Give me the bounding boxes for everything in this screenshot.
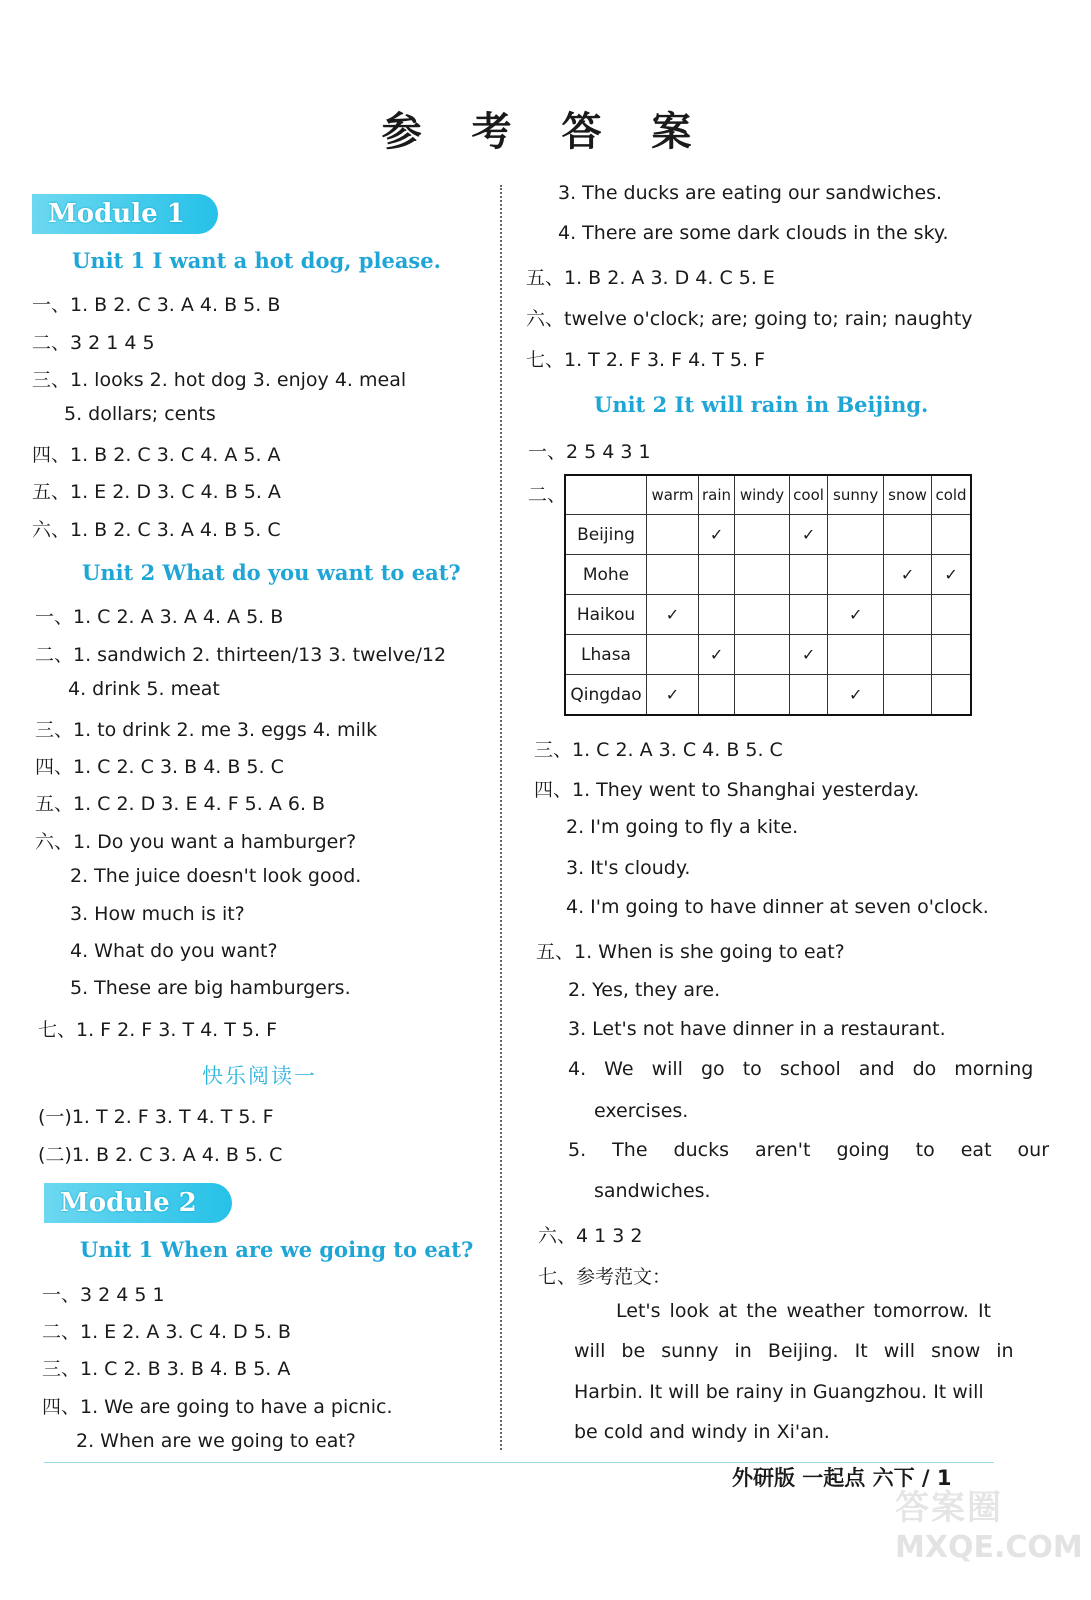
answer-line: (二)1. B 2. C 3. A 4. B 5. C bbox=[38, 1144, 283, 1166]
table-row bbox=[565, 595, 971, 635]
module-1-unit-2-title: Unit 2 What do you want to eat? bbox=[82, 560, 461, 585]
answer-line: 4. There are some dark clouds in the sky. bbox=[558, 222, 949, 244]
city-cell: Qingdao bbox=[565, 675, 647, 716]
answer-line: 七、参考范文： bbox=[538, 1266, 672, 1288]
check-mark bbox=[828, 515, 884, 555]
check-mark: ✓ bbox=[932, 555, 971, 595]
answer-line: 三、1. C 2. A 3. C 4. B 5. C bbox=[534, 739, 783, 761]
table-header-cell: rain bbox=[698, 475, 734, 515]
answer-line: 五、1. B 2. A 3. D 4. C 5. E bbox=[526, 267, 775, 289]
check-mark bbox=[828, 635, 884, 675]
check-mark bbox=[735, 675, 790, 716]
answer-line: 三、1. C 2. B 3. B 4. B 5. A bbox=[42, 1358, 291, 1380]
table-row bbox=[565, 635, 971, 675]
table-header-cell: windy bbox=[735, 475, 790, 515]
answer-line: 4. drink 5. meat bbox=[68, 678, 220, 700]
answer-line: 一、1. B 2. C 3. A 4. B 5. B bbox=[32, 294, 281, 316]
answer-line: 五、1. When is she going to eat? bbox=[536, 941, 845, 963]
check-mark bbox=[884, 595, 932, 635]
watermark-logo: 答案圈 bbox=[895, 1488, 1003, 1528]
check-mark: ✓ bbox=[789, 635, 827, 675]
answer-line: 3. How much is it? bbox=[70, 903, 245, 925]
table-header-cell: cool bbox=[789, 475, 827, 515]
module-2-banner: Module 2 bbox=[44, 1183, 232, 1223]
answer-line: 一、1. C 2. A 3. A 4. A 5. B bbox=[35, 606, 284, 628]
happy-reading-title: 快乐阅读一 bbox=[202, 1064, 317, 1088]
answer-line: 5. The ducks aren't going to eat our bbox=[568, 1139, 1050, 1161]
answer-line: 五、1. E 2. D 3. C 4. B 5. A bbox=[32, 481, 281, 503]
check-mark bbox=[789, 555, 827, 595]
city-cell: Beijing bbox=[565, 515, 647, 555]
table-header-cell: snow bbox=[884, 475, 932, 515]
check-mark: ✓ bbox=[828, 675, 884, 716]
answer-line: sandwiches. bbox=[594, 1180, 711, 1202]
check-mark bbox=[735, 515, 790, 555]
answer-line: (一)1. T 2. F 3. T 4. T 5. F bbox=[38, 1106, 274, 1128]
answer-line: 一、3 2 4 5 1 bbox=[42, 1284, 165, 1306]
answer-line: 3. It's cloudy. bbox=[566, 857, 691, 879]
answer-line: 5. These are big hamburgers. bbox=[70, 977, 351, 999]
answer-line: 二、1. sandwich 2. thirteen/13 3. twelve/12 bbox=[35, 644, 447, 666]
answer-line: 四、1. B 2. C 3. C 4. A 5. A bbox=[32, 444, 281, 466]
answer-line: 4. I'm going to have dinner at seven o'clock. bbox=[566, 896, 989, 918]
city-cell: Mohe bbox=[565, 555, 647, 595]
page-title: 参 考 答 案 bbox=[381, 109, 710, 155]
column-divider bbox=[500, 185, 502, 1450]
table-row bbox=[565, 675, 971, 716]
essay-line: Let's look at the weather tomorrow. It bbox=[616, 1300, 992, 1322]
check-mark bbox=[698, 555, 734, 595]
table-header-cell: warm bbox=[647, 475, 699, 515]
check-mark bbox=[932, 675, 971, 716]
answer-line: 2. When are we going to eat? bbox=[76, 1430, 356, 1452]
city-cell: Haikou bbox=[565, 595, 647, 635]
check-mark: ✓ bbox=[828, 595, 884, 635]
answer-line: 四、1. C 2. C 3. B 4. B 5. C bbox=[35, 756, 284, 778]
check-mark bbox=[789, 595, 827, 635]
answer-line: 七、1. F 2. F 3. T 4. T 5. F bbox=[38, 1019, 277, 1041]
answer-line: 3. Let's not have dinner in a restaurant. bbox=[568, 1018, 946, 1040]
check-mark bbox=[932, 635, 971, 675]
essay-line: Harbin. It will be rainy in Guangzhou. It will bbox=[574, 1381, 984, 1403]
check-mark bbox=[828, 555, 884, 595]
answer-line: 4. What do you want? bbox=[70, 940, 278, 962]
check-mark bbox=[698, 595, 734, 635]
answer-line: 四、1. We are going to have a picnic. bbox=[42, 1396, 393, 1418]
check-mark bbox=[932, 515, 971, 555]
answer-line: exercises. bbox=[594, 1100, 689, 1122]
answer-line: 2. Yes, they are. bbox=[568, 979, 721, 1001]
answer-line: 三、1. to drink 2. me 3. eggs 4. milk bbox=[35, 719, 378, 741]
check-mark bbox=[735, 595, 790, 635]
table-header-cell: cold bbox=[932, 475, 971, 515]
table-row bbox=[565, 515, 971, 555]
answer-line: 4. We will go to school and do morning bbox=[568, 1058, 1034, 1080]
module-2-unit-2-title: Unit 2 It will rain in Beijing. bbox=[594, 392, 929, 417]
check-mark bbox=[647, 515, 699, 555]
module-2-unit-1-title: Unit 1 When are we going to eat? bbox=[80, 1237, 474, 1262]
check-mark: ✓ bbox=[647, 595, 699, 635]
weather-table bbox=[564, 474, 972, 716]
check-mark: ✓ bbox=[884, 555, 932, 595]
answer-line: 二、1. E 2. A 3. C 4. D 5. B bbox=[42, 1321, 291, 1343]
answer-line: 四、1. They went to Shanghai yesterday. bbox=[534, 779, 920, 801]
check-mark: ✓ bbox=[789, 515, 827, 555]
check-mark bbox=[647, 635, 699, 675]
answer-line: 2. The juice doesn't look good. bbox=[70, 865, 362, 887]
answer-line: 五、1. C 2. D 3. E 4. F 5. A 6. B bbox=[35, 793, 326, 815]
module-1-unit-1-title: Unit 1 I want a hot dog, please. bbox=[72, 248, 441, 273]
table-header-cell bbox=[565, 475, 647, 515]
footer-page-info: 外研版 一起点 六下 / 1 bbox=[732, 1466, 952, 1490]
answer-line: 六、1. Do you want a hamburger? bbox=[35, 831, 357, 853]
answer-line: 六、4 1 3 2 bbox=[538, 1225, 643, 1247]
watermark-url: MXQE.COM bbox=[895, 1530, 1083, 1565]
check-mark: ✓ bbox=[698, 635, 734, 675]
module-1-banner: Module 1 bbox=[32, 194, 218, 234]
check-mark bbox=[932, 595, 971, 635]
answer-line: 六、twelve o'clock; are; going to; rain; naughty bbox=[526, 308, 973, 330]
table-row bbox=[565, 555, 971, 595]
answer-line: 六、1. B 2. C 3. A 4. B 5. C bbox=[32, 519, 281, 541]
answer-line: 5. dollars; cents bbox=[64, 403, 216, 425]
answer-line: 2. I'm going to fly a kite. bbox=[566, 816, 799, 838]
answer-line: 七、1. T 2. F 3. F 4. T 5. F bbox=[526, 349, 765, 371]
check-mark bbox=[789, 675, 827, 716]
check-mark: ✓ bbox=[647, 675, 699, 716]
check-mark bbox=[735, 635, 790, 675]
check-mark bbox=[698, 675, 734, 716]
check-mark bbox=[884, 635, 932, 675]
answer-line: 三、1. looks 2. hot dog 3. enjoy 4. meal bbox=[32, 369, 407, 391]
check-mark: ✓ bbox=[698, 515, 734, 555]
answer-line: 3. The ducks are eating our sandwiches. bbox=[558, 182, 943, 204]
table-label: 二、 bbox=[528, 484, 567, 506]
city-cell: Lhasa bbox=[565, 635, 647, 675]
table-header-row bbox=[565, 475, 971, 515]
check-mark bbox=[884, 675, 932, 716]
answer-line: 一、2 5 4 3 1 bbox=[528, 441, 651, 463]
essay-line: will be sunny in Beijing. It will snow in bbox=[574, 1340, 1014, 1362]
check-mark bbox=[884, 515, 932, 555]
check-mark bbox=[647, 555, 699, 595]
essay-line: be cold and windy in Xi'an. bbox=[574, 1421, 830, 1443]
table-header-cell: sunny bbox=[828, 475, 884, 515]
check-mark bbox=[735, 555, 790, 595]
answer-line: 二、3 2 1 4 5 bbox=[32, 332, 155, 354]
